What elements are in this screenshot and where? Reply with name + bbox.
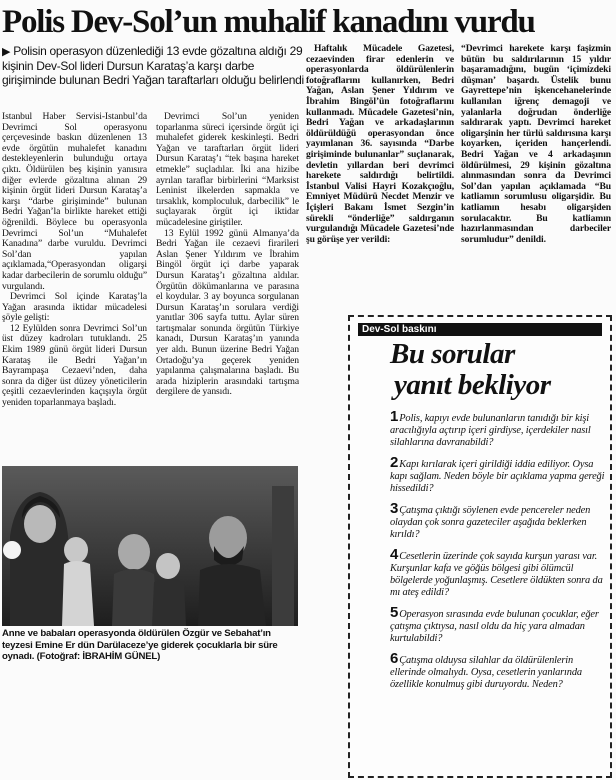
article-column-3 [306,44,454,340]
question-item [390,454,608,495]
article-column-4 [461,44,611,340]
article-paragraph: 13 Eylül 1992 günü Almanya’da Bedri Yağan ile cezaevi firarileri Aslan Şener Yıldırım ve İbrahim Bingöl örgüt içi darbe yaparak Dursun Karataş’ı gözaltına aldılar. Örgütün dökümanlarına ve parasına el koydular. 3 ay boyunca sorgulanan Dursun Karataş’ın sorulara verdiği yanıtlar 306 sayfa tuttu. Aylar süren tartışmalar sonunda örgütün Türkiye kanadı, Dursun Karataş’ın yanında yer aldı. Bunun üzerine Bedri Yağan Ortadoğu’ya geçerek yeniden yapılanma çalışmalarına başladı. Bu arada hiziplerin arasındaki tartışma dergilere de yansıdı. [156,227,299,398]
article-column-1 [2,112,147,464]
question-number: 4 [390,546,399,563]
sidebar-title [390,339,605,401]
question-item [390,604,608,645]
lead-marker: ▶ [2,46,11,58]
sidebar-title-line-1: Bu sorular [390,338,515,370]
lead-paragraph [2,44,304,87]
headline: Polis Dev-Sol’un muhalif kanadını vurdu [2,4,535,40]
article-paragraph: İstanbul Haber Servisi-İstanbul’da Devrimci Sol operasyonu çerçevesinde baskın düzenlenen 13 evde örgütün muhalefet kanadını destekleyenlerin bulunduğu ortaya çıktı. Öldürülen beş kişinin yanısıra diğer evlerde gözaltına alınan 29 kişinin örgüt lideri Dursun Karataş’a karşı “darbe girişiminde” bulunan Bedri Yağan’la birlikte hareket ettiği öğrenildi. Böylece bu operasyonla Devrimci Sol’un “Muhalefet Kanadına” darbe vuruldu. Devrimci Sol’dan yapılan açıklamada,“Operasyondan oligarşi kadar darbecilerin de sorumlu olduğu” vurgulandı. [2,112,147,292]
question-text: Çatışma çıktığı söylenen evde pencereler neden olaydan çok sonra gazeteciler aşağıda beklerken kırıldı? [390,505,591,540]
sidebar-box [348,315,612,778]
question-text: Polis, kapıyı evde bulunanların tanıdığı bir kişi aracılığıyla açtırıp içeri girdiyse, içerdekiler nasıl silahlarına davranabildi? [390,413,591,448]
question-number: 1 [390,408,399,425]
question-item [390,408,608,449]
question-list [390,408,608,699]
question-number: 2 [390,454,399,471]
question-text: Kapı kırılarak içeri girildiği iddia ediliyor. Oysa kapı sağlam. Neden böyle bir açıklama yapma gereği hissedildi? [390,459,605,494]
question-number: 5 [390,604,399,621]
news-photo [2,466,298,626]
question-item [390,500,608,541]
article-column-2 [156,112,299,464]
photo-illustration [2,466,298,626]
question-item [390,650,608,691]
article-paragraph: Haftalık Mücadele Gazetesi, cezaevinden firar edenlerin ve operasyonlarda öldürülenlerin fotoğraflarını kullanırken, Bedri Yağan, Aslan Şener Yıldırım ve İbrahim Bingöl’ün fotoğraflarını kullanmadı. Mücadele Gazetesi’nin, Bedri Yağan ve arkadaşlarının öldürüldüğü operasyondan önce yayımlanan 36. sayısında “Darbe girişiminde bulunanlar” suçlanarak, devletin yıllardan beri devrimci harekete saldırdığı belirtildi. İstanbul Valisi Hayri Kozakçıoğlu, Emniyet Müdürü Necdet Menzir ve İçişleri Bakanı İsmet Sezgin’in sürekli “önderliğe” saldırganın vurgulandığı Mücadele Gazetesi’nde şu görüşe yer verildi: [306,44,454,245]
sidebar-title-line-2: yanıt bekliyor [394,369,551,401]
question-number: 6 [390,650,399,667]
article-paragraph: “Devrimci harekete karşı faşizmin bütün bu saldırılarının 15 yıldır başaramadığını, bugün ‘içimizdeki düşman’ başardı. Üstelik bunu Gayrettepe’nin işkencehanelerinde kullanılan iğrenç demagoji ve yalanlarla doğrudan önderliğe saldırarak yaptı. Devrimci hareket oligarşinin her türlü saldırısına karşı koyarken, içeriden hançerlendi. Bedri Yağan ve 4 arkadaşının öldürülmesi, 29 kişinin gözaltına alınmasından sonra da Devrimci Sol’dan yapılan açıklamada “Bu katliamın sorumlusu oligarşidir. Bu katliamın hesabı oligarşiden sorulacaktır. Bu katliamın hazırlanmasından darbeciler sorumludur” denildi. [461,44,611,245]
question-text: Cesetlerin üzerinde çok sayıda kurşun yarası var. Kurşunlar kafa ve göğüs bölgesi gibi ölümcül bölgelerde yoğunlaşmış. Cesetlere öldükten sonra da mı ateş edildi? [390,551,603,598]
question-number: 3 [390,500,399,517]
article-paragraph: Devrimci Sol içinde Karataş’la Yağan arasında iktidar mücadelesi şöyle gelişti: [2,291,147,324]
question-text: Çatışma olduysa silahlar da öldürülenlerin ellerinde olmalıydı. Oysa, cesetlerin yanlarında özellikle konulmuş gibi duruyordu. Neden? [390,655,582,690]
question-text: Operasyon sırasında evde bulunan çocuklar, eğer çatışma çıktıysa, nasıl oldu da hiç yara almadan kurtulabildi? [390,609,599,644]
lead-text: Polisin operasyon düzenlediği 13 evde gözaltına aldığı 29 kişinin Dev-Sol lideri Dursun Karataş’a karşı darbe girişiminde bulunan Bedri Yağan taraftarları olduğu belirlendi [2,44,304,87]
question-item [390,546,608,599]
article-paragraph: Devrimci Sol’un yeniden toparlanma süreci içersinde örgüt içi muhalefet giderek keskinleşti. Bedri Yağan ve taraftarları örgüt lideri Dursun Karataş’ı “tek başına hareket etmekle” suçladılar. İki ana hizibe ayrılan taraflar birbirlerini “Marksist Leninist ilkelerden sapmakla ve tırsaklık, komploculuk, darbecilik” le suçlayarak örgüt içi iktidar mücadelesine giriştiler. [156,112,299,228]
sidebar-label: Dev-Sol baskını [358,323,602,336]
article-paragraph: 12 Eylülden sonra Devrimci Sol’un üst düzey kadroları tutuklandı. 25 Ekim 1989 günü örgüt lideri Dursun Karataş ile Bedri Yağan’ın Bayrampaşa Cezaevi’nden, daha sonra da diğer üst düzey yöneticilerin çeşitli cezaevlerinden kaçışıyla örgüt yeniden toparlanmaya başladı. [2,322,147,409]
photo-caption: Anne ve babaları operasyonda öldürülen Özgür ve Sebahat’ın teyzesi Emine Er dün Darülaceze’ye giderek çocuklarla bir süre oynadı. (Fotoğraf: İBRAHİM GÜNEL) [2,628,278,662]
